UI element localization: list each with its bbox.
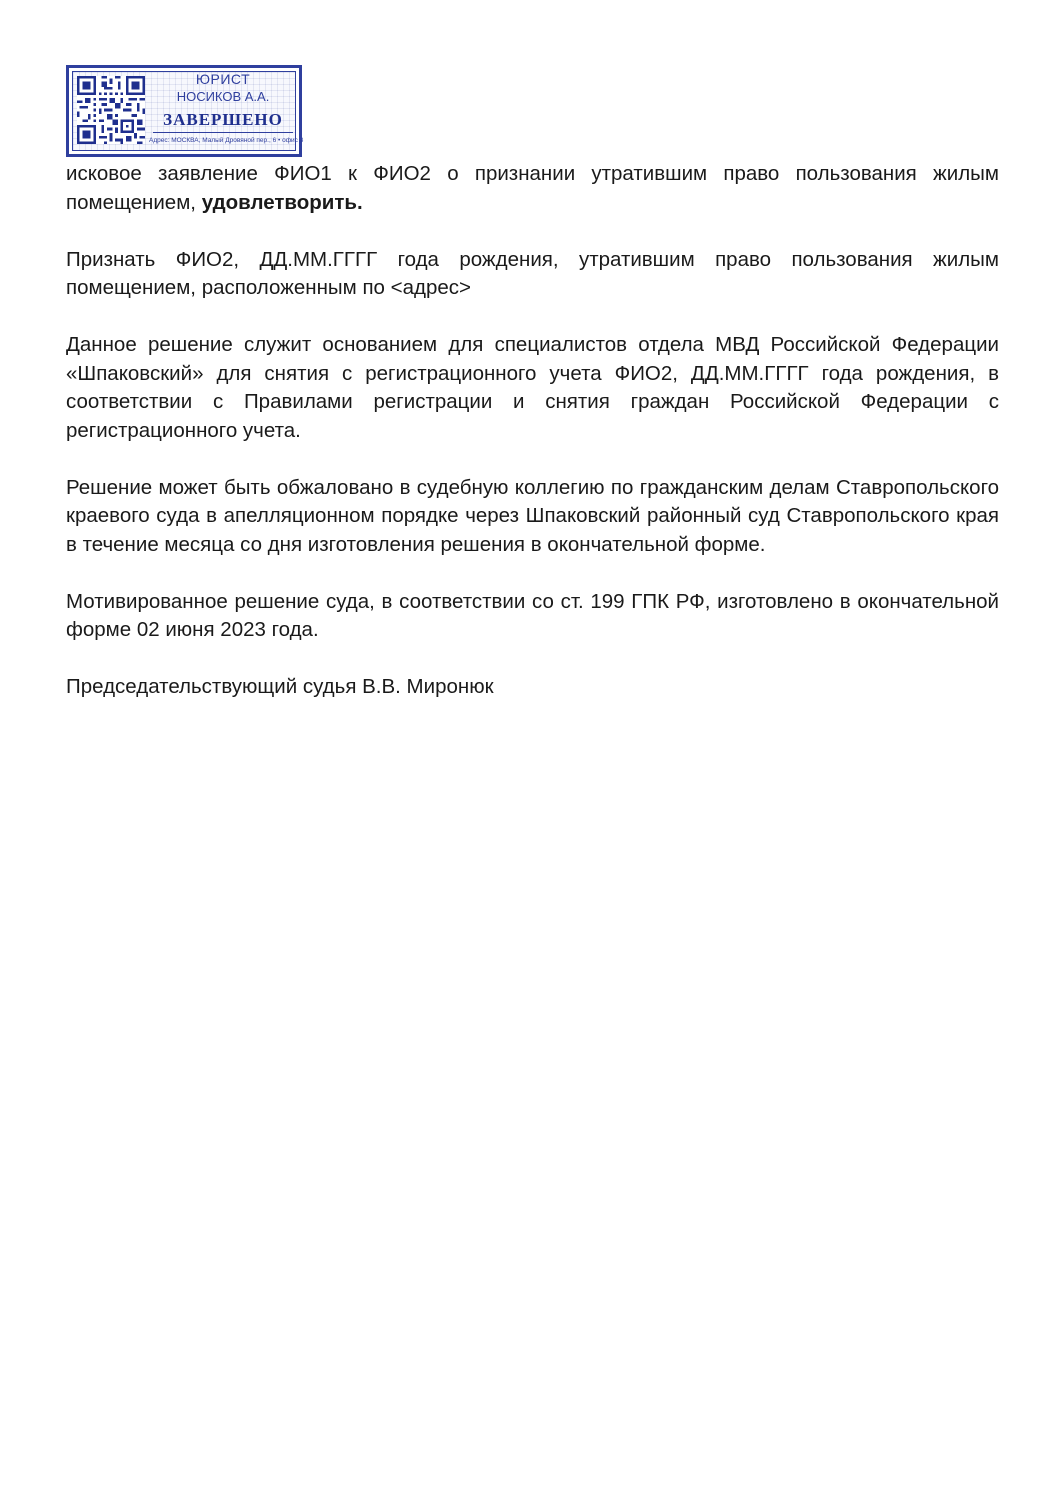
paragraph-appeal: Решение может быть обжаловано в судебную коллегию по гражданским делам Ставропольского краевого суда в апелляционном порядке через Шпаковский районный суд Ставропольского края в течение месяца со дня изготовления решения в окончательной форме. (66, 475, 999, 556)
paragraph-recognize: Признать ФИО2, ДД.ММ.ГГГГ года рождения, утратившим право пользования жилым помещением, расположенным по <адрес> (66, 247, 999, 299)
stamp-address: Адрес: МОСКВА, Малый Дровяной пер., 6 • офис 3 (149, 137, 304, 144)
stamp-status: ЗАВЕРШЕНО (163, 110, 283, 129)
lawyer-stamp (66, 65, 302, 157)
document-body (66, 160, 999, 730)
paragraph-deregistration: Данное решение служит основанием для специалистов отдела МВД Российской Федерации «Шпаковский» для снятия с регистрационного учета ФИО2, ДД.ММ.ГГГГ года рождения, в соответствии с Правилами регистрации и снятия граждан Российской Федерации с регистрационного учета. (66, 333, 999, 442)
claim-text: исковое заявление ФИО1 к ФИО2 о признании утратившим право пользования жилым помещением, (66, 162, 999, 214)
stamp-lawyer-name: НОСИКОВ А.А. (176, 89, 270, 104)
stamp-divider (153, 132, 293, 133)
paragraph-reasoned-decision: Мотивированное решение суда, в соответствии со ст. 199 ГПК РФ, изготовлено в окончательной форме 02 июня 2023 года. (66, 589, 999, 641)
claim-verdict: удовлетворить. (201, 190, 363, 214)
paragraph-claim-granted (66, 160, 999, 217)
stamp-title: ЮРИСТ (195, 71, 251, 87)
presiding-judge: Председательствующий судья В.В. Миронюк (66, 675, 494, 698)
qr-code-icon (77, 76, 145, 144)
